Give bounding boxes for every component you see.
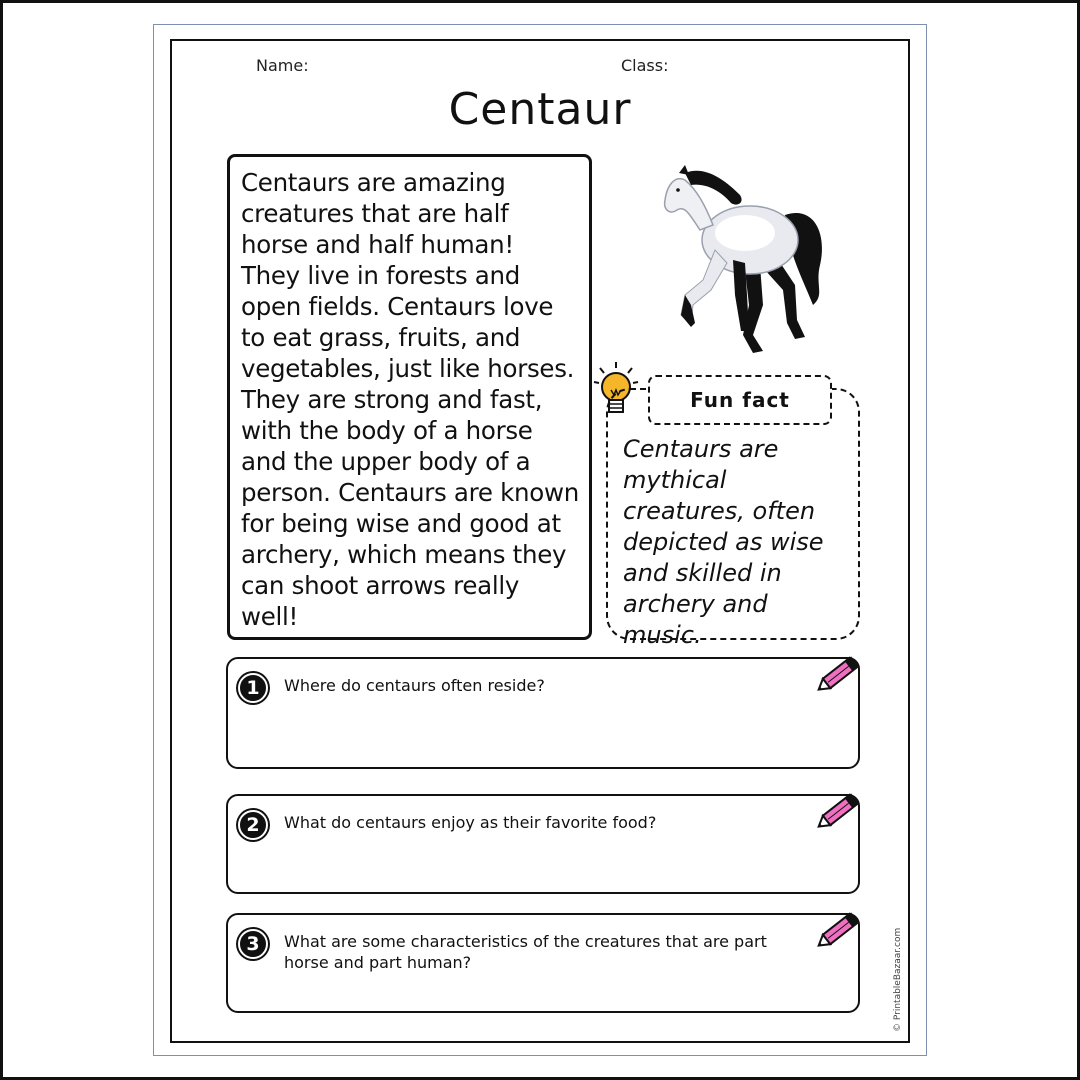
- name-label: Name:: [256, 56, 309, 75]
- question-number-3: 3: [238, 929, 268, 959]
- page-title: Centaur: [448, 84, 632, 135]
- reading-passage-text: Centaurs are amazing creatures that are half horse and half human! They live in forests and open fields. Centaurs love to eat grass, fruits, and vegetables, just like horses. They are strong and fast, with the body of a horse and the upper body of a person. Centaurs are known for being wise and good at archery, which means they can shoot arrows really well!: [241, 168, 579, 631]
- question-text-3: What are some characteristics of the creatures that are part horse and part human?: [284, 932, 767, 972]
- question-box-2[interactable]: [226, 794, 860, 894]
- fun-fact-label: Fun fact: [648, 375, 832, 425]
- question-number-1: 1: [238, 673, 268, 703]
- question-box-1[interactable]: [226, 657, 860, 769]
- class-label: Class:: [621, 56, 669, 75]
- question-text-2: What do centaurs enjoy as their favorite food?: [284, 813, 657, 832]
- copyright-notice: © PrintableBazaar.com: [893, 927, 903, 1032]
- fun-fact-box: [606, 388, 860, 649]
- pencil-icon: [812, 907, 866, 955]
- fun-fact-text: Centaurs are mythical creatures, often depicted as wise and skilled in archery and music.: [623, 435, 824, 649]
- question-number-2: 2: [238, 810, 268, 840]
- question-box-3[interactable]: [226, 913, 860, 1013]
- pencil-icon: [812, 788, 866, 836]
- reading-passage-box: [227, 154, 592, 640]
- horse-icon: [645, 155, 835, 355]
- pencil-icon: [812, 651, 866, 699]
- question-text-1: Where do centaurs often reside?: [284, 676, 545, 695]
